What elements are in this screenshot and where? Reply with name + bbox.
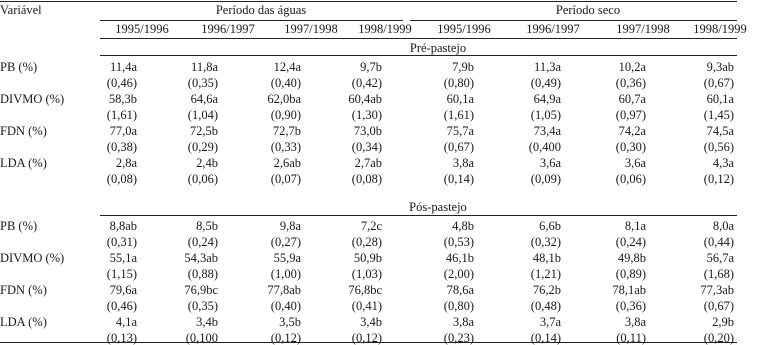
table-cell-value: 79,6a (109, 283, 137, 297)
table-cell-se: (0,67) (703, 76, 734, 90)
table-cell-value: 50,9b (353, 251, 382, 265)
table-cell-value: 73,4a (533, 124, 561, 138)
table-cell-se: (1,61) (443, 108, 474, 122)
table-cell-se: (0,42) (351, 76, 382, 90)
table-cell-value: 3,8a (452, 315, 474, 329)
year-header: 1995/1996 (115, 22, 169, 36)
table-cell-value: 3,4b (196, 315, 218, 329)
year-header: 1998/1999 (693, 22, 747, 36)
table-cell-se: (0,90) (270, 108, 301, 122)
table-cell-se: (1,00) (270, 267, 301, 281)
table-cell-se: (0,08) (351, 172, 382, 186)
table-cell-value: 77,0a (109, 124, 137, 138)
table-cell-value: 9,3ab (706, 60, 734, 74)
table-cell-value: 3,6a (539, 156, 561, 170)
section-title: Pós-pastejo (409, 200, 467, 214)
row-label: LDA (%) (0, 156, 47, 170)
table-cell-value: 62,0ba (267, 92, 301, 106)
table-cell-value: 64,9a (533, 92, 561, 106)
table-cell-se: (1,30) (351, 108, 382, 122)
table-cell-se: (0,31) (106, 235, 137, 249)
table-cell-se: (2,00) (443, 267, 474, 281)
group-rule-dry (410, 20, 737, 21)
group-rule-waters (100, 20, 403, 21)
table-cell-value: 3,8a (452, 156, 474, 170)
table-cell-se: (0,12) (270, 331, 301, 345)
table-cell-se: (1,04) (187, 108, 218, 122)
table-cell-value: 8,5b (196, 219, 218, 233)
table-cell-se: (0,38) (106, 140, 137, 154)
table-cell-value: 2,9b (712, 315, 734, 329)
table-cell-value: 64,6a (190, 92, 218, 106)
table-cell-value: 55,1a (109, 251, 137, 265)
table-cell-value: 6,6b (539, 219, 561, 233)
table-cell-value: 77,8ab (267, 283, 301, 297)
table-cell-value: 3,8a (624, 315, 646, 329)
table-cell-se: (0,12) (351, 331, 382, 345)
table-cell-value: 73,0b (353, 124, 382, 138)
section-rule-post (100, 215, 737, 216)
table-cell-value: 60,7a (618, 92, 646, 106)
year-header: 1997/1998 (616, 22, 670, 36)
table-cell-se: (0,24) (615, 235, 646, 249)
table-cell-value: 4,8b (452, 219, 474, 233)
table-cell-value: 56,7a (706, 251, 734, 265)
table-cell-se: (0,34) (351, 140, 382, 154)
table-cell-se: (0,40) (270, 76, 301, 90)
table-cell-value: 12,4a (273, 60, 301, 74)
table-cell-value: 10,2a (618, 60, 646, 74)
table-cell-se: (0,08) (106, 172, 137, 186)
table-cell-se: (0,20) (703, 331, 734, 345)
table-cell-se: (0,12) (703, 172, 734, 186)
table-cell-se: (0,80) (443, 299, 474, 313)
table-cell-value: 77,3ab (700, 283, 734, 297)
table-cell-se: (0,67) (443, 140, 474, 154)
table-cell-se: (0,400 (528, 140, 561, 154)
table-cell-se: (0,11) (616, 331, 646, 345)
table-cell-se: (1,61) (106, 108, 137, 122)
year-header: 1996/1997 (201, 22, 255, 36)
table-cell-value: 76,2b (532, 283, 561, 297)
table-cell-se: (0,89) (615, 267, 646, 281)
row-label: LDA (%) (0, 315, 47, 329)
table-cell-se: (0,35) (187, 76, 218, 90)
table-cell-value: 58,3b (108, 92, 137, 106)
row-label: FDN (%) (0, 124, 47, 138)
table-cell-value: 3,6a (624, 156, 646, 170)
table-cell-value: 2,6ab (273, 156, 301, 170)
table-cell-value: 60,4ab (348, 92, 382, 106)
table-cell-value: 11,4a (110, 60, 137, 74)
section-rule-pre (100, 55, 737, 56)
table-cell-se: (1,03) (351, 267, 382, 281)
table-cell-value: 2,8a (115, 156, 137, 170)
table-cell-value: 3,5b (279, 315, 301, 329)
table-cell-value: 4,1a (115, 315, 137, 329)
table-cell-value: 72,7b (272, 124, 301, 138)
table-cell-se: (1,05) (530, 108, 561, 122)
table-cell-value: 2,7ab (354, 156, 382, 170)
table-cell-value: 60,1a (446, 92, 474, 106)
table-cell-value: 2,4b (196, 156, 218, 170)
table-cell-value: 75,7a (446, 124, 474, 138)
table-cell-value: 8,8ab (109, 219, 137, 233)
table-cell-value: 46,1b (445, 251, 474, 265)
table-cell-value: 8,0a (712, 219, 734, 233)
row-label: PB (%) (0, 219, 38, 233)
table-top-rule (0, 1, 737, 2)
table-cell-se: (0,44) (703, 235, 734, 249)
table-cell-se: (0,100 (185, 331, 218, 345)
table-cell-value: 9,8a (279, 219, 301, 233)
table-cell-se: (0,49) (530, 76, 561, 90)
table-cell-se: (0,13) (106, 331, 137, 345)
table-cell-value: 9,7b (360, 60, 382, 74)
table-cell-se: (0,46) (106, 76, 137, 90)
table-cell-value: 78,6a (446, 283, 474, 297)
table-cell-se: (0,30) (615, 140, 646, 154)
table-cell-value: 7,9b (452, 60, 474, 74)
table-cell-value: 49,8b (617, 251, 646, 265)
table-cell-se: (0,27) (270, 235, 301, 249)
year-header: 1998/1999 (358, 22, 412, 36)
table-cell-se: (0,35) (187, 299, 218, 313)
table-cell-value: 54,3ab (184, 251, 218, 265)
table-cell-se: (0,14) (443, 172, 474, 186)
table-cell-se: (0,29) (187, 140, 218, 154)
table-cell-value: 76,9bc (184, 283, 218, 297)
table-cell-se: (1,15) (106, 267, 137, 281)
table-cell-value: 48,1b (532, 251, 561, 265)
year-header: 1997/1998 (284, 22, 338, 36)
year-header-rule (100, 38, 737, 39)
table-cell-se: (1,21) (530, 267, 561, 281)
table-cell-value: 74,2a (618, 124, 646, 138)
variable-header: Variável (0, 3, 42, 17)
table-cell-value: 3,4b (360, 315, 382, 329)
row-label: FDN (%) (0, 283, 47, 297)
table-cell-se: (0,06) (615, 172, 646, 186)
table-cell-value: 3,7a (539, 315, 561, 329)
year-header: 1996/1997 (526, 22, 580, 36)
table-cell-se: (1,45) (703, 108, 734, 122)
table-cell-value: 60,1a (706, 92, 734, 106)
year-header: 1995/1996 (437, 22, 491, 36)
table-cell-se: (0,07) (270, 172, 301, 186)
table-cell-value: 76,8bc (348, 283, 382, 297)
table-cell-se: (0,09) (530, 172, 561, 186)
group-header-waters: Período das águas (215, 3, 307, 17)
section-title: Pré-pastejo (409, 41, 467, 55)
table-cell-se: (0,36) (615, 299, 646, 313)
table-cell-se: (0,56) (703, 140, 734, 154)
table-cell-se: (1,68) (703, 267, 734, 281)
table-cell-value: 7,2c (360, 219, 382, 233)
table-cell-se: (0,46) (106, 299, 137, 313)
table-cell-se: (0,41) (351, 299, 382, 313)
table-cell-se: (0,80) (443, 76, 474, 90)
table-cell-value: 4,3a (712, 156, 734, 170)
row-label: DIVMO (%) (0, 92, 65, 106)
table-cell-se: (0,36) (615, 76, 646, 90)
table-cell-se: (0,40) (270, 299, 301, 313)
table-cell-se: (0,06) (187, 172, 218, 186)
table-cell-se: (0,88) (187, 267, 218, 281)
table-cell-value: 78,1ab (612, 283, 646, 297)
table-cell-value: 8,1a (624, 219, 646, 233)
table-cell-se: (0,48) (530, 299, 561, 313)
table-cell-se: (0,97) (615, 108, 646, 122)
table-cell-value: 11,8a (191, 60, 218, 74)
table-cell-se: (0,32) (530, 235, 561, 249)
table-cell-value: 74,5a (706, 124, 734, 138)
table-cell-se: (0,23) (443, 331, 474, 345)
table-cell-value: 55,9a (273, 251, 301, 265)
table-cell-se: (0,24) (187, 235, 218, 249)
group-header-dry: Período seco (555, 3, 621, 17)
table-cell-se: (0,67) (703, 299, 734, 313)
table-cell-value: 11,3a (534, 60, 561, 74)
row-label: DIVMO (%) (0, 251, 65, 265)
table-cell-se: (0,14) (530, 331, 561, 345)
table-cell-se: (0,53) (443, 235, 474, 249)
row-label: PB (%) (0, 60, 38, 74)
table-cell-se: (0,28) (351, 235, 382, 249)
table-cell-se: (0,33) (270, 140, 301, 154)
table-cell-value: 72,5b (189, 124, 218, 138)
